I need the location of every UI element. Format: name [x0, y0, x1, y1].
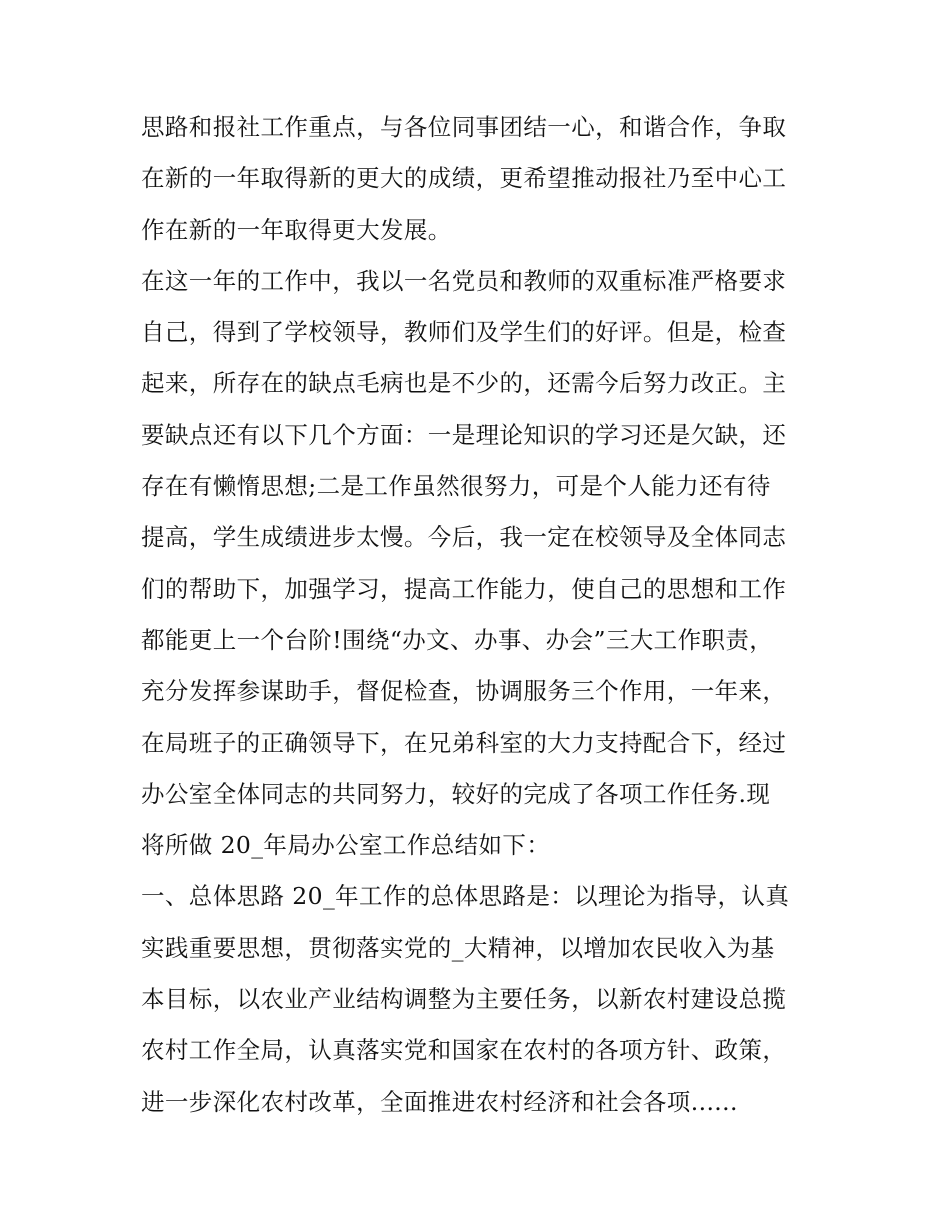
text-line: 将所做 20_年局办公室工作总结如下：: [141, 831, 551, 860]
text-line: 在局班子的正确领导下，在兄弟科室的大力支持配合下，经过: [141, 728, 787, 757]
text-line: 们的帮助下，加强学习，提高工作能力，使自己的思想和工作: [141, 574, 787, 603]
text-line: 充分发挥参谋助手，督促检查，协调服务三个作用，一年来，: [141, 677, 787, 706]
text-line: 办公室全体同志的共同努力，较好的完成了各项工作任务.现: [141, 779, 771, 808]
text-line: 实践重要思想，贯彻落实党的_大精神，以增加农民收入为基: [141, 933, 775, 962]
text-line: 一、总体思路 20_年工作的总体思路是：以理论为指导，认真: [141, 882, 790, 911]
text-line: 作在新的一年取得更大发展。: [141, 215, 452, 244]
text-line: 进一步深化农村改革，全面推进农村经济和社会各项......: [141, 1087, 738, 1116]
document-body: [141, 102, 831, 1128]
text-line: 存在有懒惰思想;二是工作虽然很努力，可是个人能力还有待: [141, 472, 771, 501]
text-line: 在这一年的工作中，我以一名党员和教师的双重标准严格要求: [141, 266, 787, 295]
text-line: 都能更上一个台阶!围绕“办文、办事、办会”三大工作职责，: [141, 625, 774, 654]
text-line: 起来，所存在的缺点毛病也是不少的，还需今后努力改正。主: [141, 369, 787, 398]
text-line: 提高，学生成绩进步太慢。今后，我一定在校领导及全体同志: [141, 523, 787, 552]
text-line: 本目标，以农业产业结构调整为主要任务，以新农村建设总揽: [141, 985, 787, 1014]
text-line: 农村工作全局，认真落实党和国家在农村的各项方针、政策，: [141, 1036, 787, 1065]
text-line: 思路和报社工作重点，与各位同事团结一心，和谐合作，争取: [141, 113, 787, 141]
text-line: 要缺点还有以下几个方面：一是理论知识的学习还是欠缺，还: [141, 420, 787, 449]
text-line: 自己，得到了学校领导，教师们及学生们的好评。但是，检查: [141, 318, 787, 347]
text-line: 在新的一年取得新的更大的成绩，更希望推动报社乃至中心工: [141, 164, 787, 193]
